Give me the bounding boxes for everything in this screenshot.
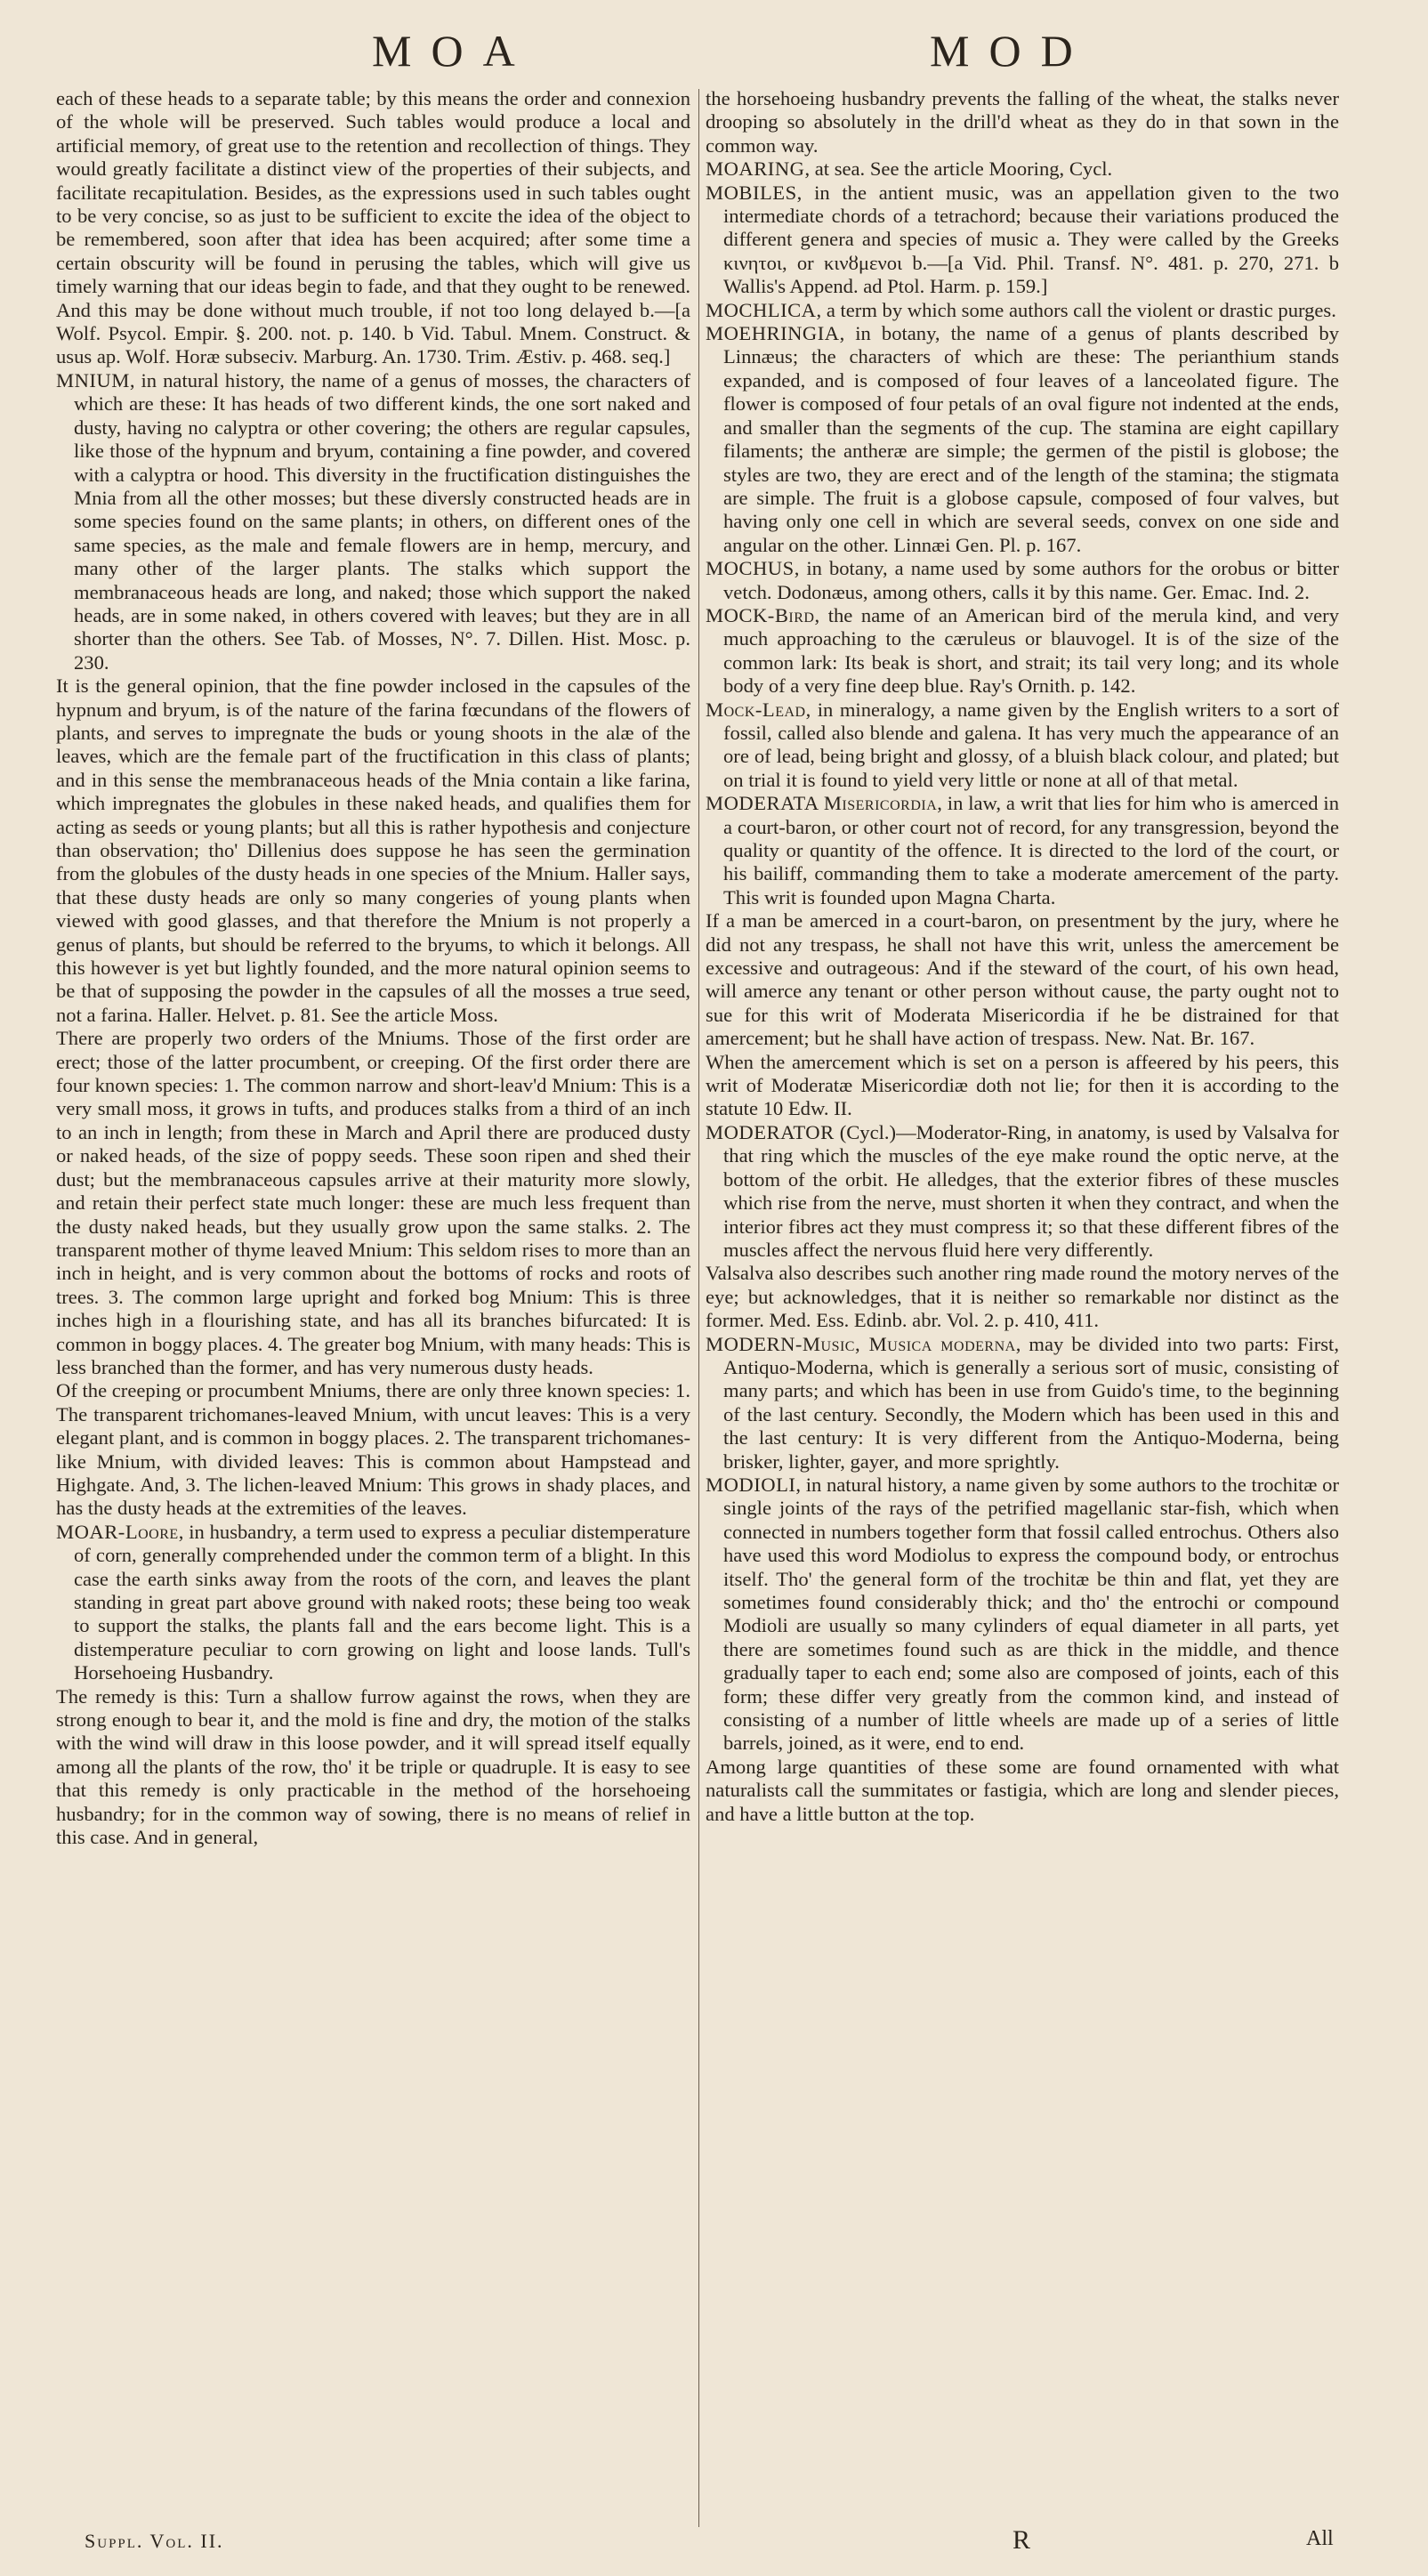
dictionary-entry xyxy=(56,369,690,674)
volume-footer: Suppl. Vol. II. xyxy=(85,2530,224,2552)
dictionary-entry xyxy=(706,1474,1339,1756)
entry-text: , in the antient music, was an appellation given to the two intermediate chords of a tetrachord; because their variations produced the different genera and species of music a. They were called by the Greeks κινητοι, or κινȣμενοι b.—[a Vid. Phil. Transf. N°. 481. p. 270, 271. b Wallis's Append. ad Ptol. Harm. p. 159.] xyxy=(723,181,1339,298)
entry-text: , may be divided into two parts: First, Antiquo-Moderna, which is generally a serious sort of music, consisting of many parts; and which has been in use from Guido's time, to the beginning of the last century. Secondly, the Modern which has been used in this and the last century: It is very different from the Antiquo-Moderna, being brisker, lighter, gayer, and more sprightly. xyxy=(723,1332,1339,1473)
running-head-left: MOA xyxy=(372,26,535,76)
paragraph: Valsalva also describes such another ring made round the motory nerves of the eye; but acknowledges, that it is neither so remarkable nor distinct as the former. Med. Ess. Edinb. abr. Vol. 2. p. 410, 411. xyxy=(706,1262,1339,1332)
entry-headword: MODIOLI xyxy=(706,1473,796,1496)
entry-text: , in husbandry, a term used to express a peculiar distemperature of corn, generally comprehended under the common term of a blight. In this case the earth sinks away from the roots of the corn, and leaves the plant standing in great part above ground with naked roots; these being too weak to support the stalks, the plants fall and the ears become light. This is a distemperature peculiar to corn growing on light and loose lands. Tull's Horsehoeing Husbandry. xyxy=(74,1520,690,1684)
paragraph: Of the creeping or procumbent Mniums, there are only three known species: 1. The transparent trichomanes-leaved Mnium, with uncut leaves: This is a very elegant plant, and is common in boggy places. 2. The transparent trichomanes-like Mnium, with divided leaves: This is common about Hampstead and Highgate. And, 3. The lichen-leaved Mnium: This grows in shady places, and has the dusty heads at the extremities of the leaves. xyxy=(56,1379,690,1520)
dictionary-entry xyxy=(706,1121,1339,1262)
paragraph: Among large quantities of these some are found ornamented with what naturalists call the summitates or fastigia, which are long and slender pieces, and have a little button at the top. xyxy=(706,1755,1339,1825)
entry-headword: MOEHRINGIA xyxy=(706,322,840,345)
paragraph: It is the general opinion, that the fine powder inclosed in the capsules of the hypnum and bryum, is of the nature of the farina fœcundans of the flowers of plants, and serves to impregnate the buds or young shoots in the alæ of the leaves, which are the female part of the fructification in this class of plants; and in this sense the membranaceous heads of the Mnia contain a like farina, which impregnates the globules in these naked heads, and qualifies them for acting as seeds or young plants; but all this is rather hypothesis and conjecture than observation; tho' Dillenius does suppose he has seen the germination from the globules of the dusty heads in one species of the Mnium. Haller says, that these dusty heads are only so many congeries of young plants when viewed with good glasses, and that therefore the Mnium is not properly a genus of plants, but should be referred to the bryums, to which it belongs. All this however is yet but lightly founded, and the more natural opinion seems to be that of supposing the powder in the capsules of all the mosses a true seed, not a farina. Haller. Helvet. p. 81. See the article Moss. xyxy=(56,674,690,1026)
entry-headword: MOAR-Loore xyxy=(56,1520,179,1543)
entry-headword: Mock-Lead xyxy=(706,698,806,721)
entry-headword: MOARING xyxy=(706,157,805,181)
entry-headword: MOBILES xyxy=(706,181,797,204)
entry-headword: MOCHLICA xyxy=(706,298,817,321)
left-column xyxy=(56,87,690,1849)
dictionary-entry xyxy=(706,157,1339,181)
continued-text: each of these heads to a separate table; by this means the order and connexion of the whole will be preserved. Such tables would produce a local and artificial memory, of great use to the retention and recollection of things. They would greatly facilitate a distinct view of the properties of their subjects, and facilitate recapitulation. Besides, as the expressions used in such tables ought to be very concise, so as just to be sufficient to excite the idea of the object to be remembered, soon after that idea has been acquired; after some time a certain obscurity will be found in perusing the tables, which will give us timely warning that our ideas begin to fade, and that they ought to be renewed. And this may be done without much trouble, if not too long delayed b.—[a Wolf. Psycol. Empir. §. 200. not. p. 140. b Vid. Tabul. Mnem. Construct. & usus ap. Wolf. Horæ subseciv. Marburg. An. 1730. Trim. Æstiv. p. 468. seq.] xyxy=(56,87,690,368)
column-rule xyxy=(698,89,699,2527)
dictionary-entry xyxy=(706,792,1339,909)
entry-text: , in botany, a name used by some authors for the orobus or bitter vetch. Dodonæus, among others, calls it by this name. Ger. Emac. Ind. 2. xyxy=(723,557,1339,603)
entry-text: , in natural history, the name of a genus of mosses, the characters of which are these: It has heads of two different kinds, the one sort naked and dusty, having no calyptra or other covering; the others are regular capsules, like those of the hypnum and bryum, containing a fine powder, and covered with a calyptra or hood. This diversity in the fructification distinguishes the Mnia from all the other mosses; but these diversly constructed heads are in some species found on the same plants; in others, on different ones of the same species, as the male and female flowers are in hemp, mercury, and many other of the larger plants. The stalks which support the membranaceous heads are long, and naked; those which support the naked heads, are in some naked, in others covered with leaves; but they are in all shorter than the others. See Tab. of Mosses, N°. 7. Dillen. Hist. Mosc. p. 230. xyxy=(74,368,690,674)
paragraph: When the amercement which is set on a person is affeered by his peers, this writ of Moderatæ Misericordiæ doth not lie; for then it is according to the statute 10 Edw. II. xyxy=(706,1050,1339,1120)
entry-headword: MODERATOR xyxy=(706,1120,835,1143)
dictionary-entry xyxy=(56,1521,690,1685)
dictionary-entry xyxy=(706,299,1339,322)
entry-text: , at sea. See the article Mooring, Cycl. xyxy=(804,157,1113,181)
dictionary-entry xyxy=(706,322,1339,557)
entry-text: , the name of an American bird of the merula kind, and very much approaching to the cæruleus or blauvogel. It is of the size of the common lark: Its beak is short, and strait; its tail very long; and its whole body of a very fine deep blue. Ray's Ornith. p. 142. xyxy=(723,603,1339,698)
entry-headword: MOCHUS xyxy=(706,557,795,580)
paragraph: If a man be amerced in a court-baron, on presentment by the jury, where he did not any trespass, he shall not have this writ, unless the amercement be excessive and outrageous: And if the steward of the court, of his own head, will amerce any tenant or other person without cause, the party ought not to sue for this writ of Moderata Misericordia if he be distrained for that amercement; but he shall have action of trespass. New. Nat. Br. 167. xyxy=(706,909,1339,1050)
running-head-right: MOD xyxy=(930,26,1093,76)
entry-text: , in mineralogy, a name given by the English writers to a sort of fossil, called also blende and galena. It has very much the appearance of an ore of lead, being bright and glossy, of a bluish black colour, and plated; but on trial it is found to yield very little or none at all of that metal. xyxy=(723,698,1339,791)
entry-text: , in botany, the name of a genus of plants described by Linnæus; the characters of which are these: The perianthium stands expanded, and is composed of four leaves of a lanceolated figure. The flower is composed of four petals of an oval figure not indented at the ends, and smaller than the segments of the cup. The stamina are eight capillary filaments; the antheræ are simple; the germen of the pistil is globose; the styles are two, they are erect and of the length of the stamina; the stigmata are simple. The fruit is a globose capsule, composed of four valves, but having only one cell in which are several seeds, convex on one side and angular on the other. Linnæi Gen. Pl. p. 167. xyxy=(723,322,1339,556)
catchword: All xyxy=(1306,2527,1334,2550)
dictionary-entry xyxy=(706,699,1339,793)
entry-headword: MODERATA Misericordia xyxy=(706,792,938,815)
entry-text: (Cycl.)—Moderator-Ring, in anatomy, is used by Valsalva for that ring which the muscles of the eye make round the optic nerve, at the bottom of the orbit. He alledges, that the exterior fibres of these muscles which rise from the nerve, must shorten it when they contract, and when the interior fibres act they must compress it; so that these different fibres of the muscles affect the nervous fluid here very differently. xyxy=(723,1120,1339,1261)
right-column xyxy=(706,87,1339,1826)
entry-text: , in natural history, a name given by some authors to the trochitæ or single joints of the rays of the petrified magellanic star-fish, which when connected in numbers together form that fossil called entrochus. Others also have used this word Modiolus to express the compound body, or entrochus itself. Tho' the general form of the trochitæ be thin and flat, yet they are sometimes found considerably thick; and tho' the entrochi or compound Modioli are usually so many cylinders of equal diameter in all parts, yet there are sometimes found such as are thick in the middle, and thence gradually taper to each end; some also are composed of joints, each of this form; these differ very greatly from the common kind, and instead of consisting of a number of little wheels are made up of a series of little barrels, joined, as it were, end to end. xyxy=(723,1473,1339,1755)
entry-headword: MODERN-Music, Musica moderna xyxy=(706,1332,1016,1355)
paragraph: The remedy is this: Turn a shallow furrow against the rows, when they are strong enough to bear it, and the mold is fine and dry, the motion of the stalks with the wind will draw in this loose powder, and it will spread itself equally among all the plants of the row, tho' it be triple or quadruple. It is easy to see that this remedy is only practicable in the method of the horsehoeing husbandry; for in the common way of sowing, there is no means of relief in this case. And in general, xyxy=(56,1684,690,1849)
dictionary-entry xyxy=(706,557,1339,604)
continued-text: the horsehoeing husbandry prevents the falling of the wheat, the stalks never drooping so absolutely in the drill'd wheat as they do in that sown in the common way. xyxy=(706,87,1339,157)
entry-headword: MOCK-Bird xyxy=(706,603,815,626)
paragraph: There are properly two orders of the Mniums. Those of the first order are erect; those of the latter procumbent, or creeping. Of the first order there are four known species: 1. The common narrow and short-leav'd Mnium: This is a very small moss, it grows in tufts, and produces stalks from a third of an inch to an inch in length; from these in March and April there are produced dusty or naked heads, of the size of poppy seeds. These soon ripen and shed their dust; but the membranaceous capsules arrive at their maturity more slowly, and retain their perfect state much longer: these are much less frequent than the dusty naked heads, but they usually grow upon the same stalks. 2. The transparent mother of thyme leaved Mnium: This seldom rises to more than an inch in height, and is very common about the bottoms of rocks and roots of trees. 3. The common large upright and forked bog Mnium: This is three inches high in a flourishing state, and has all its branches bifurcated: It is common in boggy places. 4. The greater bog Mnium, with many heads: This is less branched than the former, and has very numerous dusty heads. xyxy=(56,1027,690,1378)
signature-mark: R xyxy=(1013,2525,1031,2555)
entry-text: , a term by which some authors call the violent or drastic purges. xyxy=(816,298,1336,321)
dictionary-entry xyxy=(706,182,1339,299)
entry-headword: MNIUM xyxy=(56,368,130,392)
dictionary-entry xyxy=(706,1333,1339,1474)
dictionary-entry xyxy=(706,604,1339,699)
entry-text: , in law, a writ that lies for him who is amerced in a court-baron, or other court not of record, for any transgression, beyond the quality or quantity of the offence. It is directed to the lord of the court, or his bailiff, commanding them to take a moderate amercement of the party. This writ is founded upon Magna Charta. xyxy=(723,792,1339,908)
